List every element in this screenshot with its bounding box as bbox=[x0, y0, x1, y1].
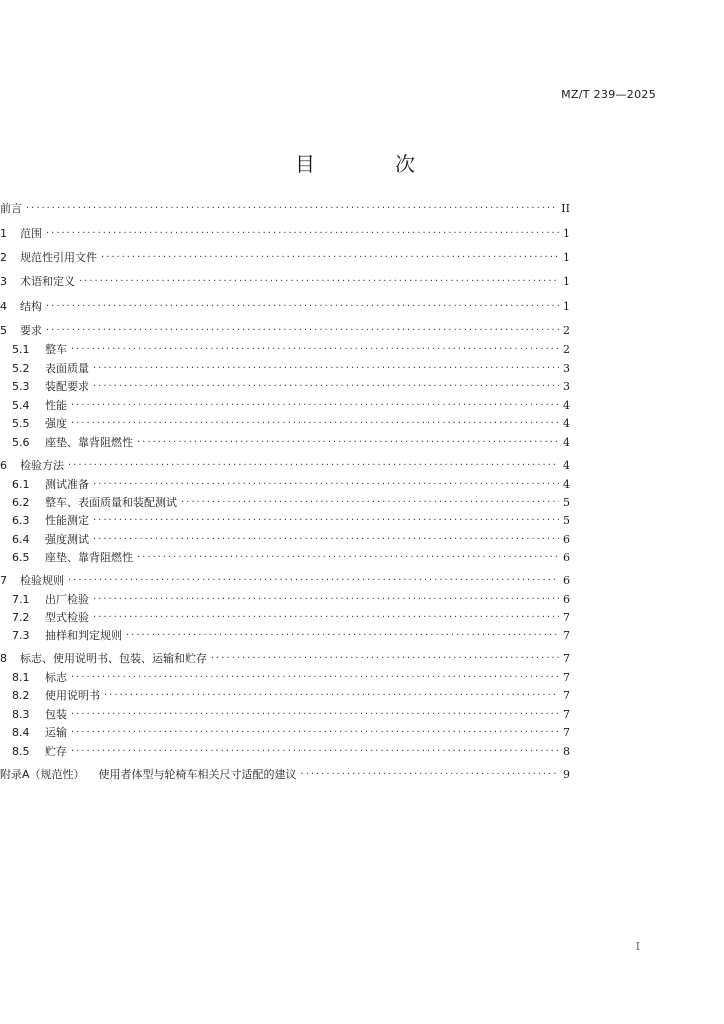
toc-entry-page: 7 bbox=[563, 670, 570, 684]
toc-entry-page: 7 bbox=[563, 688, 570, 702]
toc-entry-number: 7.1 bbox=[12, 592, 30, 606]
toc-leader-dots bbox=[137, 550, 559, 564]
toc-leader-dots bbox=[301, 767, 559, 781]
toc-entry-6-4[interactable] bbox=[12, 530, 570, 548]
toc-entry-label: 型式检验 bbox=[45, 611, 89, 624]
toc-entry-6-5[interactable] bbox=[12, 548, 570, 566]
toc-entry-page: 2 bbox=[563, 342, 570, 356]
toc-entry-7-2[interactable] bbox=[12, 608, 570, 626]
toc-entry-label: 包装 bbox=[45, 708, 67, 721]
toc-entry-label: 整车 bbox=[45, 343, 67, 356]
toc-leader-dots bbox=[71, 670, 559, 684]
toc-entry-number: 8.1 bbox=[12, 670, 30, 684]
page-title: 目 次 bbox=[295, 152, 445, 176]
toc-entry-number: 6.3 bbox=[12, 513, 30, 527]
toc-leader-dots bbox=[101, 250, 559, 264]
toc-entry-3[interactable] bbox=[0, 272, 570, 290]
toc-entry-page: 5 bbox=[563, 513, 570, 527]
toc-entry-label: 术语和定义 bbox=[20, 275, 75, 288]
toc-leader-dots bbox=[93, 379, 559, 393]
toc-entry-label: 检验规则 bbox=[20, 574, 64, 587]
toc-entry-page: 6 bbox=[563, 573, 570, 587]
toc-entry-number: 7 bbox=[0, 573, 7, 587]
toc-entry-6[interactable] bbox=[0, 456, 570, 474]
toc-entry-number: 8.5 bbox=[12, 744, 30, 758]
toc-entry-label: 要求 bbox=[20, 324, 42, 337]
toc-entry-number: 3 bbox=[0, 274, 7, 288]
toc-entry-number: 6.5 bbox=[12, 550, 30, 564]
toc-entry-7[interactable] bbox=[0, 571, 570, 589]
toc-leader-dots bbox=[71, 707, 559, 721]
toc-entry-5-2[interactable] bbox=[12, 359, 570, 377]
toc-entry-page: 3 bbox=[563, 379, 570, 393]
toc-entry-8-4[interactable] bbox=[12, 723, 570, 741]
toc-entry-8[interactable] bbox=[0, 649, 570, 667]
toc-entry-number: 6 bbox=[0, 458, 7, 472]
toc-leader-dots bbox=[71, 744, 559, 758]
toc-entry-6-3[interactable] bbox=[12, 511, 570, 529]
toc-leader-dots bbox=[71, 416, 559, 430]
toc-entry-number: 4 bbox=[0, 299, 7, 313]
toc-entry-number: 2 bbox=[0, 250, 7, 264]
toc-entry-number: 8.4 bbox=[12, 725, 30, 739]
toc-entry-appendix-title: 使用者体型与轮椅车相关尺寸适配的建议 bbox=[98, 768, 297, 781]
toc-entry-label: 规范性引用文件 bbox=[20, 251, 97, 264]
toc-leader-dots bbox=[181, 495, 559, 509]
toc-entry-page: 6 bbox=[563, 592, 570, 606]
toc-entry-number: 5.2 bbox=[12, 361, 30, 375]
toc-entry-page: 3 bbox=[563, 361, 570, 375]
page-number: I bbox=[635, 940, 640, 953]
toc-leader-dots bbox=[137, 435, 559, 449]
toc-entry-6-1[interactable] bbox=[12, 475, 570, 493]
toc-entry-number: 7.3 bbox=[12, 628, 30, 642]
toc-entry-page: 7 bbox=[563, 610, 570, 624]
toc-leader-dots bbox=[71, 398, 559, 412]
toc-entry-number: 6.1 bbox=[12, 477, 30, 491]
toc-entry-label: 表面质量 bbox=[45, 362, 89, 375]
toc-entry-4[interactable] bbox=[0, 297, 570, 315]
toc-entry-page: 6 bbox=[563, 550, 570, 564]
toc-leader-dots bbox=[93, 610, 559, 624]
toc-entry-label: 贮存 bbox=[45, 745, 67, 758]
toc-leader-dots bbox=[93, 513, 559, 527]
toc-entry-page: 1 bbox=[563, 299, 570, 313]
toc-entry-label: 测试准备 bbox=[45, 478, 89, 491]
toc-entry-number: 1 bbox=[0, 226, 7, 240]
toc-entry-foreword[interactable] bbox=[0, 199, 570, 217]
toc-leader-dots bbox=[93, 532, 559, 546]
toc-entry-1[interactable] bbox=[0, 224, 570, 242]
toc-entry-label: 整车、表面质量和装配测试 bbox=[45, 496, 177, 509]
toc-entry-number: 8.2 bbox=[12, 688, 30, 702]
toc-entry-page: 8 bbox=[563, 744, 570, 758]
toc-entry-page: 1 bbox=[563, 226, 570, 240]
toc-entry-label: 座垫、靠背阻燃性 bbox=[45, 551, 133, 564]
toc-entry-5-3[interactable] bbox=[12, 377, 570, 395]
toc-entry-label: 性能 bbox=[45, 399, 67, 412]
toc-entry-number: 5.5 bbox=[12, 416, 30, 430]
toc-entry-label: 装配要求 bbox=[45, 380, 89, 393]
toc-entry-number: 5 bbox=[0, 323, 7, 337]
toc-entry-page: 1 bbox=[563, 274, 570, 288]
toc-entry-page: 1 bbox=[563, 250, 570, 264]
toc-entry-page: 4 bbox=[563, 435, 570, 449]
toc-entry-label: 强度测试 bbox=[45, 533, 89, 546]
toc-entry-5[interactable] bbox=[0, 321, 570, 339]
toc-entry-5-5[interactable] bbox=[12, 414, 570, 432]
toc-entry-number: 6.4 bbox=[12, 532, 30, 546]
toc-leader-dots bbox=[93, 477, 559, 491]
toc-entry-page: II bbox=[561, 201, 570, 215]
toc-entry-8-5[interactable] bbox=[12, 742, 570, 760]
toc-leader-dots bbox=[46, 226, 559, 240]
toc-entry-5-1[interactable] bbox=[12, 340, 570, 358]
toc-entry-2[interactable] bbox=[0, 248, 570, 266]
toc-entry-7-3[interactable] bbox=[12, 626, 570, 644]
toc-leader-dots bbox=[68, 458, 559, 472]
toc-entry-label: 抽样和判定规则 bbox=[45, 629, 122, 642]
toc-entry-number: 6.2 bbox=[12, 495, 30, 509]
toc-entry-label: 范围 bbox=[20, 227, 42, 240]
toc-leader-dots bbox=[68, 573, 559, 587]
toc-entry-8-3[interactable] bbox=[12, 705, 570, 723]
toc-leader-dots bbox=[46, 299, 559, 313]
toc-entry-page: 6 bbox=[563, 532, 570, 546]
toc-leader-dots bbox=[71, 725, 559, 739]
toc-entry-page: 4 bbox=[563, 416, 570, 430]
toc-entry-label: 出厂检验 bbox=[45, 593, 89, 606]
toc-entry-label: 检验方法 bbox=[20, 459, 64, 472]
toc-entry-label: 附录A（规范性） bbox=[0, 768, 85, 781]
toc-entry-label: 前言 bbox=[0, 202, 22, 215]
toc-entry-8-1[interactable] bbox=[12, 668, 570, 686]
toc-entry-page: 9 bbox=[563, 767, 570, 781]
toc-entry-label: 强度 bbox=[45, 417, 67, 430]
toc-entry-label: 标志、使用说明书、包装、运输和贮存 bbox=[20, 652, 207, 665]
toc-leader-dots bbox=[93, 361, 559, 375]
toc-leader-dots bbox=[211, 651, 559, 665]
toc-entry-label: 运输 bbox=[45, 726, 67, 739]
toc-entry-number: 8 bbox=[0, 651, 7, 665]
toc-leader-dots bbox=[26, 201, 558, 215]
toc-entry-number: 7.2 bbox=[12, 610, 30, 624]
toc-entry-number: 5.6 bbox=[12, 435, 30, 449]
toc-entry-page: 4 bbox=[563, 398, 570, 412]
toc-leader-dots bbox=[93, 592, 559, 606]
standard-number: MZ/T 239—2025 bbox=[561, 88, 656, 101]
toc-entry-page: 7 bbox=[563, 725, 570, 739]
toc-entry-label: 使用说明书 bbox=[45, 689, 100, 702]
toc-entry-appendix-a[interactable] bbox=[0, 765, 570, 783]
toc-entry-label: 性能测定 bbox=[45, 514, 89, 527]
toc-entry-page: 2 bbox=[563, 323, 570, 337]
toc-leader-dots bbox=[79, 274, 559, 288]
toc-entry-page: 5 bbox=[563, 495, 570, 509]
toc-entry-label: 标志 bbox=[45, 671, 67, 684]
toc-leader-dots bbox=[46, 323, 559, 337]
toc-entry-5-4[interactable] bbox=[12, 396, 570, 414]
toc-leader-dots bbox=[104, 688, 559, 702]
toc-entry-page: 4 bbox=[563, 458, 570, 472]
toc-entry-label: 结构 bbox=[20, 300, 42, 313]
toc-entry-page: 7 bbox=[563, 628, 570, 642]
toc-entry-7-1[interactable] bbox=[12, 590, 570, 608]
toc-entry-8-2[interactable] bbox=[12, 686, 570, 704]
toc-entry-6-2[interactable] bbox=[12, 493, 570, 511]
toc-entry-page: 4 bbox=[563, 477, 570, 491]
toc-entry-number: 8.3 bbox=[12, 707, 30, 721]
toc-entry-page: 7 bbox=[563, 707, 570, 721]
toc-leader-dots bbox=[126, 628, 559, 642]
toc-entry-number: 5.3 bbox=[12, 379, 30, 393]
toc-entry-number: 5.4 bbox=[12, 398, 30, 412]
toc-entry-page: 7 bbox=[563, 651, 570, 665]
toc-entry-5-6[interactable] bbox=[12, 433, 570, 451]
toc-entry-number: 5.1 bbox=[12, 342, 30, 356]
toc-entry-label: 座垫、靠背阻燃性 bbox=[45, 436, 133, 449]
toc-leader-dots bbox=[71, 342, 559, 356]
